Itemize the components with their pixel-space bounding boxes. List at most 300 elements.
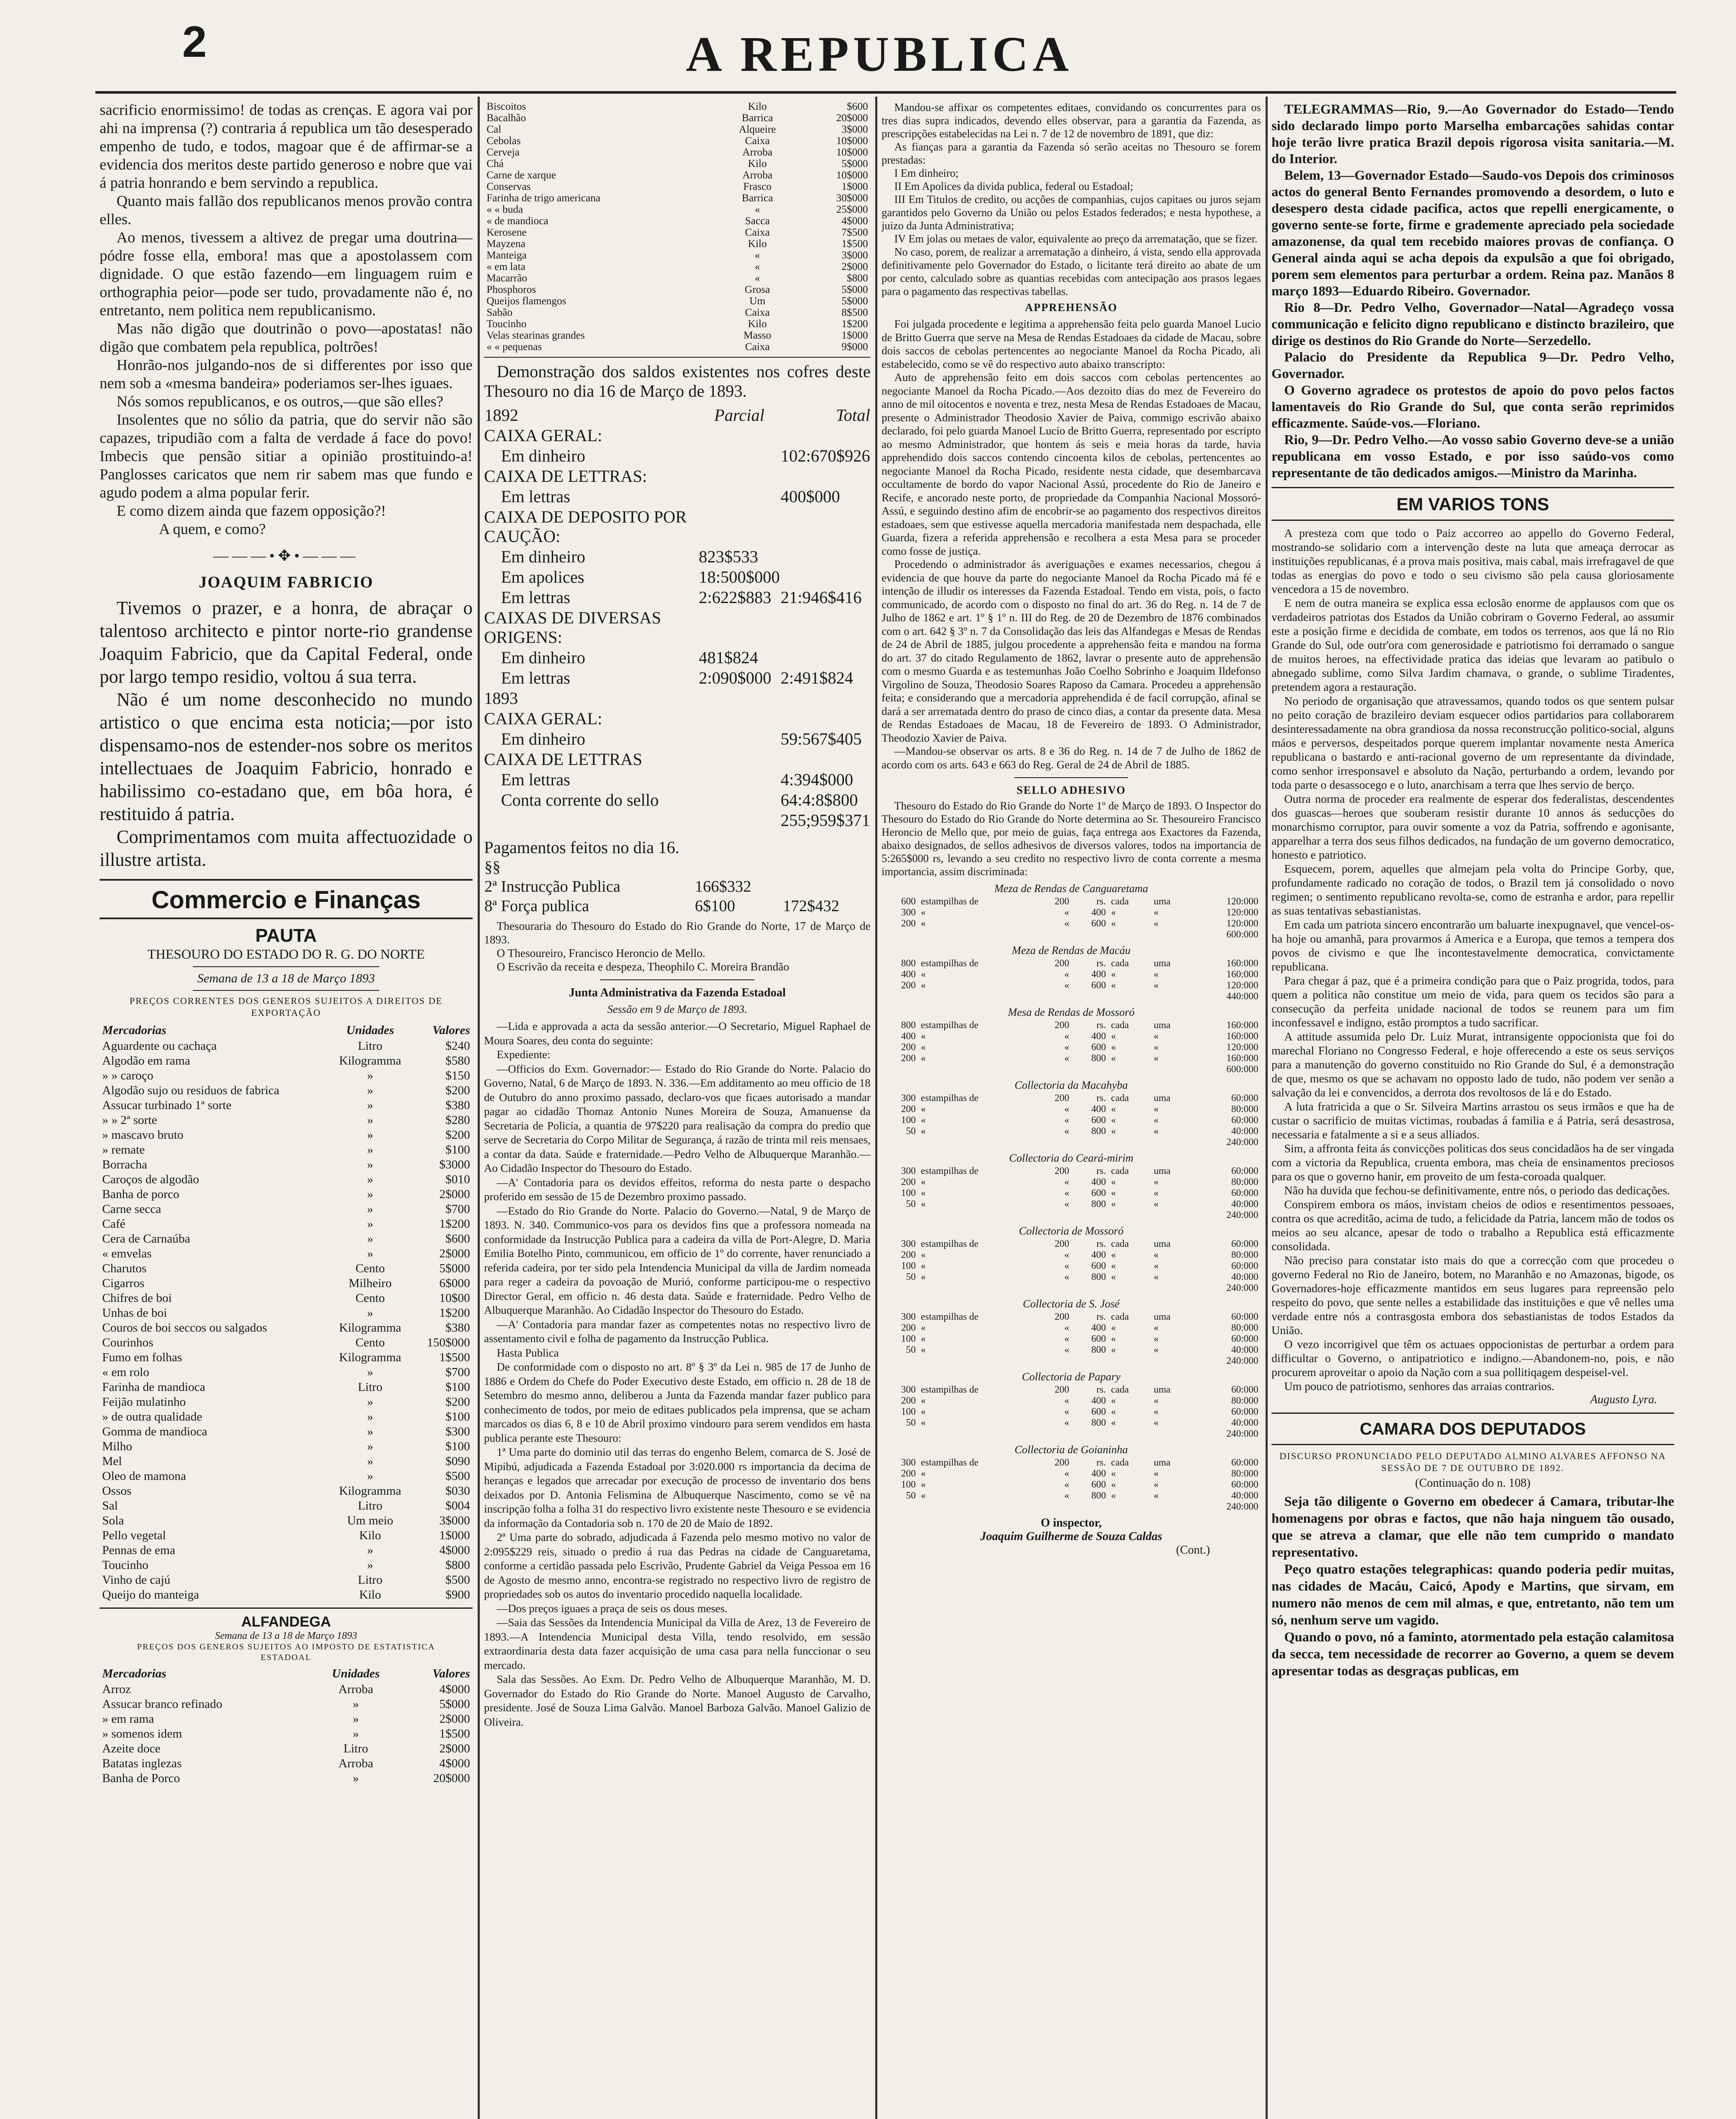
section-rule [1271,1444,1674,1445]
station-row-cell: uma [1154,958,1171,968]
station-row-cell: 80:000 [1231,1176,1258,1187]
station-row-cell [1151,1501,1192,1512]
commerce-section [100,886,473,1786]
station-row-cell: « [1064,1104,1069,1114]
pauta-row [100,1424,473,1439]
pauta-row-cell: Farinha de mandioca [102,1380,206,1394]
demo-row-cell: 2:090$000 [698,668,771,687]
pauta-row-cell: » [367,1158,373,1171]
station-row [882,1344,1261,1355]
station-row-cell: 240:000 [1226,1282,1258,1293]
goods-row-cell: Kilo [748,158,767,170]
pauta-row-cell: » [367,1410,373,1424]
station-row-cell: « [1064,1199,1069,1209]
alfandega-row-cell: » somenos idem [102,1727,182,1741]
pauta-row-cell: $800 [445,1558,470,1572]
demo-row [484,790,871,810]
demo-row-cell: 4:394$000 [780,770,853,789]
alfandega-row-cell: Arroba [338,1757,373,1770]
station-row-cell: estampilhas de [921,1020,979,1030]
station-row-cell: « [1154,1406,1159,1417]
station-row-cell: « [1111,1187,1116,1198]
payment-row-cell: §§ [484,858,501,876]
station-row [882,1176,1261,1187]
opening-para: Nós somos republicanos, e os outros,—que são elles? [117,393,443,410]
demo-row-cell: 102:670$926 [780,446,870,465]
station-row-cell: 100 [901,1406,916,1417]
station-row-cell [1072,1428,1109,1439]
station-row-cell: « [921,1199,926,1209]
varios-paragraph: Outra norma de proceder era realmente de esperar dos federalistas, descendentes dos guascas—heroes que souberam resistir durante 10 annos ás seducções do monarchismo corruptor, para ouvir somente a voz da Patria, soffrendo e agonisante, apparelhar a terra dos seus filhos dedicados, na fundação de um governo democratico, honesto e patriotico. [1271,792,1674,861]
demo-row-cell [780,567,871,587]
pauta-row-cell: Assucar turbinado 1ª sorte [102,1098,232,1112]
station-row-cell: 800 [901,1020,916,1030]
station-row-cell: rs. [1096,1238,1106,1249]
station-row-cell: estampilhas de [921,1093,979,1103]
pauta-row-cell: $580 [445,1054,470,1068]
section-rule [100,879,473,881]
pauta-row [100,1143,473,1157]
goods-row [484,112,871,124]
station-row-cell: « [1111,1406,1116,1417]
pauta-row-cell: » remate [102,1143,145,1157]
demo-row [484,688,871,709]
pauta-row-cell: Carne secca [102,1202,161,1216]
station-row-cell: « [1111,1479,1116,1490]
opening-para: Honrão-nos julgando-nos de si differentes por isso que nem sob a «mesma bandeira» poderiamos ser-lhes iguaes. [100,356,473,392]
payment-row-cell [782,877,871,896]
pauta-row-cell: Cento [355,1262,385,1275]
pauta-row [100,1068,473,1083]
alfandega-row-cell: » [353,1771,359,1785]
station-row-cell: « [1154,1042,1159,1052]
station-row-cell: « [921,1333,926,1344]
station-row-cell: « [1064,1490,1069,1501]
station-row-cell: « [921,1395,926,1406]
station-row-cell: « [921,1479,926,1490]
pauta-row-cell: 1$200 [439,1306,470,1320]
pauta-row-cell: Um meio [347,1514,393,1527]
station-row-cell: « [1064,1115,1069,1125]
goods-row [484,250,871,261]
demo-row-cell [698,608,780,648]
station-row-cell [918,1210,1035,1221]
pauta-row-cell: $150 [445,1069,470,1082]
station-row-cell: « [1154,1115,1159,1125]
opening-para: Ao menos, tivessem a altivez de pregar uma doutrina—pódre fosse ella, embora! mas que a apostolassem com dignidade. O que estão fazendo—em linguagem ruim e orthographia peior—pode ser tudo, provadamente não é, no entretanto, nem politica nem republicanismo. [100,229,473,319]
station-row-cell: 60:000 [1231,1238,1258,1249]
station-row-cell: 600 [1091,1187,1106,1198]
station-row-cell: 40:000 [1231,1490,1258,1501]
fabricio-para: Não é um nome desconhecido no mundo artistico o que encima esta noticia;—por isto dispensamo-nos de estender-nos sobre os meritos intellectuaes de Joaquim Fabricio, honrado e habilissimo co-estadano que, em bôa hora, é restituido á patria. [100,689,473,824]
pauta-row [100,1588,473,1602]
station-name: Mesa de Rendas de Mossoró [1008,1006,1135,1018]
pauta-row-cell: Caroços de algodão [102,1173,199,1186]
station-row-cell: 400 [1091,907,1106,918]
station-row [882,1468,1261,1479]
goods-row-cell: Frasco [743,181,772,192]
station-row-cell: 200 [1054,1020,1069,1030]
pauta-row-cell: » [367,1217,373,1231]
goods-row-cell: « [754,204,760,215]
station-row-cell [1072,1210,1109,1221]
fabricio-article [100,573,473,871]
apprehensao-paragraph: —Mandou-se observar os arts. 8 e 36 do Reg. n. 14 de 7 de Julho de 1862 de acordo com os arts. 643 e 663 do Reg. Geral de 24 de Abril de 1885. [882,745,1261,771]
station-row-cell: 60:000 [1231,1333,1258,1344]
column-header: Valores [432,1023,470,1037]
pauta-row [100,1350,473,1365]
pauta-row-cell: » [367,1069,373,1082]
station-row-cell [918,991,1035,1002]
station-row-cell: estampilhas de [921,1384,979,1395]
junta-paragraph: 1ª Uma parte do dominio util das terras do engenho Belem, comarca de S. José de Mipibú, adjudicada a Fazenda Estadoal por 3:020.000 rs importancia da decima de heranças e legados que arrecadar por execução de processo de inventario dos bens deixados por D. Antonia Felismina de Albuquerque Nascimento, como se vê na inscripção folha a folha 31 do respectivo livro existente neste Thesouro e se evidencia da informação da Contadoria sob n. 170 de 20 de Maio de 1892. [484,1446,871,1529]
pauta-row-cell: Kilogramma [339,1054,401,1068]
station-row-cell: uma [1154,1311,1171,1322]
thesoureiro: O Thesoureiro, Francisco Heroncio de Mello. [497,947,706,959]
pauta-row-cell: Chifres de boi [102,1291,172,1305]
pauta-row-cell: 5$000 [439,1262,470,1275]
station-row-cell: « [921,1468,926,1479]
station-row-cell: 60:000 [1231,1165,1258,1176]
pauta-row-cell: 4$000 [439,1543,470,1557]
station-row-cell: « [1154,1271,1159,1282]
pauta-row-cell: $700 [445,1202,470,1216]
station-row-cell: « [1111,1104,1116,1114]
station-row-cell: 200 [1054,1384,1069,1395]
alfandega-row [100,1771,473,1786]
pauta-row-cell: 1$500 [439,1351,470,1364]
goods-row [484,238,871,250]
station-row-cell: « [1154,1344,1159,1355]
pauta-row [100,1306,473,1321]
station-row [882,918,1261,929]
station-row-cell: uma [1154,1384,1171,1395]
goods-row [484,261,871,273]
station-row-cell: 100 [901,1333,916,1344]
station-row-cell: 200 [901,1053,916,1063]
station-table [882,1238,1261,1293]
station-row-cell [1072,1064,1109,1075]
goods-row [484,318,871,330]
pauta-row-cell: » [367,1306,373,1320]
goods-row-cell: Phosphoros [487,284,536,295]
pauta-row-cell: Gomma de mandioca [102,1425,208,1438]
station-row-cell [1108,1282,1151,1293]
station-row-cell: 300 [901,1384,916,1395]
station-block [882,882,1261,940]
payments-table [484,857,871,916]
station-row-cell: 100 [901,1187,916,1198]
station-row-cell [1035,1210,1072,1221]
goods-row [484,273,871,284]
station-row-cell: 50 [906,1344,916,1355]
station-row-cell: « [921,1490,926,1501]
station-row-cell: « [1111,1271,1116,1282]
payment-row-cell: 8ª Força publica [484,897,589,915]
station-row-cell: « [921,1126,926,1136]
station-row-cell: « [1111,1115,1116,1125]
station-row-cell: cada [1111,896,1129,907]
station-row-cell: rs. [1096,1020,1106,1030]
demo-row-cell [780,547,871,567]
station-row-cell: 40:000 [1231,1417,1258,1428]
prices-note: PREÇOS CORRENTES DOS GENEROS SUJEITOS A DIREITOS DE EXPORTAÇÃO [129,996,443,1018]
camara-body [1271,1493,1674,1679]
goods-row-cell: Masso [743,330,771,341]
station-row-cell: « [1111,1395,1116,1406]
station-row-cell: 60:000 [1231,1093,1258,1103]
pauta-row [100,1291,473,1306]
station-row-cell: 100 [901,1115,916,1125]
station-row-cell: 400 [1091,1249,1106,1260]
pauta-row-cell: Sal [102,1499,118,1513]
station-row-cell [882,929,918,940]
station-row-cell: « [1154,1260,1159,1271]
station-row-cell [918,1355,1035,1366]
station-row-cell: « [1064,1333,1069,1344]
station-row-cell: 60:000 [1231,1311,1258,1322]
demo-row-cell: 64:4:8$800 [780,790,858,809]
pauta-row-cell: 10$00 [439,1291,470,1305]
station-row-cell [1035,1355,1072,1366]
alfandega-row-cell: Assucar branco refinado [102,1697,223,1711]
station-row-cell: 120:000 [1226,918,1258,929]
station-row-cell: estampilhas de [921,1311,979,1322]
station-row-cell: « [1154,1333,1159,1344]
alfandega-row-cell: » em rama [102,1712,154,1726]
demo-row [484,446,871,466]
alfandega-row-cell: Litro [343,1742,368,1755]
station-row-cell: « [1064,1406,1069,1417]
station-row-cell: uma [1154,896,1171,907]
station-table [882,896,1261,940]
section-rule [100,1607,473,1609]
station-row-cell: « [1064,1395,1069,1406]
column-1 [100,101,473,1786]
goods-row-cell: 10$000 [836,147,868,158]
station-row-cell: « [1111,1199,1116,1209]
pauta-row [100,1098,473,1113]
station-row-cell: 440:000 [1226,991,1258,1001]
station-row-cell: « [921,1115,926,1125]
goods-row [484,192,871,204]
pauta-row [100,1410,473,1424]
demo-row-cell [698,790,780,810]
station-row-cell: « [1064,1271,1069,1282]
inspector-block [882,1516,1261,1557]
station-row-cell [1151,1355,1192,1366]
demo-row-cell: Conta corrente do sello [501,790,659,809]
thin-rule [193,966,379,967]
pauta-row-cell: » [367,1247,373,1260]
station-table [882,1165,1261,1221]
station-row-cell: « [921,1031,926,1041]
pauta-row-cell: Ossos [102,1484,132,1498]
demo-row [484,567,871,587]
telegrams [1271,101,1674,481]
goods-row-cell: 1$000 [841,181,868,192]
station-row-cell [1108,1064,1151,1075]
pauta-row-cell: » [367,1202,373,1216]
station-block [882,1371,1261,1439]
station-row-cell: « [1064,1322,1069,1333]
station-row-cell [1108,1501,1151,1512]
station-row-cell [882,1210,918,1221]
demo-row-cell: 21:946$416 [780,588,862,607]
demo-row-cell: Em dinheiro [501,648,585,667]
alfandega-row-cell: 2$000 [439,1712,470,1726]
section-rule [100,918,473,919]
station-row-cell: « [921,1053,926,1063]
pauta-row-cell: Sola [102,1514,124,1527]
station-row-cell: 50 [906,1271,916,1282]
pauta-row [100,1439,473,1454]
station-row-cell [1108,929,1151,940]
goods-row-cell: Carne de xarque [487,170,556,181]
goods-row-cell: « de mandioca [487,215,548,227]
telegram-paragraph: Palacio do Presidente da Republica 9—Dr. Pedro Velho, Governador. [1271,349,1674,381]
column-header: Mercadorias [102,1023,167,1037]
station-row-cell: « [1064,1176,1069,1187]
station-row-cell [918,1064,1035,1075]
opening-para: E como dizem ainda que fazem opposição?! [117,502,386,519]
station-row-cell: 400 [1091,969,1106,979]
varios-paragraph: E nem de outra maneira se explica essa eclosão enorme de applausos com que os verdadeiros patriotas dos Estados da União cobriram o Governo Federal, ao assumir este a posição firme e decidida de combate, em todos os terrenos, aos que lá no Rio Grande do Sul, ode outr'ora com generosidade e patriotismo foi derramado o sangue de muitos heroes, na effectividade pratica das ideias que levaram ao patibulo o abnegado sublime, como Silva Jardim chamava, o grande, o sublime Tiradentes, pretendem agora a restauração. [1271,596,1674,693]
station-row [882,958,1261,969]
pauta-row-cell: » [367,1454,373,1468]
telegram-paragraph: Rio, 9—Dr. Pedro Velho.—Ao vosso sabio Governo deve-se a união republicana em vosso Estado, e por isso saúdo-vos como representante de tão dedicados amigos.—Ministro da Marinha. [1271,432,1674,480]
station-row [882,1249,1261,1260]
hasta-paragraph: IV Em jolas ou metaes de valor, equivalente ao preço da arrematação, que se fizer. [894,233,1257,245]
demo-row [484,487,871,507]
pauta-row [100,1113,473,1128]
station-row-cell: « [921,1187,926,1198]
goods-row [484,341,871,353]
goods-row-cell: 9$000 [841,341,868,353]
demo-row-cell: CAIXA DE LETTRAS: [484,467,647,486]
ornament-divider: ———•✥•——— [213,547,359,564]
station-row-cell: 600 [1091,1260,1106,1271]
station-table [882,1311,1261,1366]
station-row [882,1031,1261,1042]
station-row-cell [1151,1428,1192,1439]
station-row-cell: 100 [901,1260,916,1271]
station-row-cell: 800 [1091,1417,1106,1428]
station-row [882,1115,1261,1126]
demo-row-cell: 481$824 [698,648,758,667]
station-row-cell: 50 [906,1490,916,1501]
goods-row [484,158,871,170]
station-row-cell: « [1064,1468,1069,1479]
demo-row-cell [780,648,871,668]
goods-row-cell: Conservas [487,181,531,192]
station-row-cell: 240:000 [1226,1428,1258,1439]
hasta-paragraph: I Em dinheiro; [894,167,959,179]
pauta-row-cell: Banha de porco [102,1187,179,1201]
station-row [882,1384,1261,1395]
goods-row-cell: Manteiga [487,250,527,261]
goods-row-cell: 2$000 [841,261,868,273]
station-row-cell: rs. [1096,1311,1106,1322]
station-row-cell: « [1111,1344,1116,1355]
pauta-row [100,1187,473,1202]
station-row-cell: 800 [1091,1053,1106,1063]
alfandega-row-cell: » [353,1712,359,1726]
station-block [882,1443,1261,1512]
goods-row-cell: 1$500 [841,238,868,250]
alfandega-row-cell: Banha de Porco [102,1771,180,1785]
station-row [882,1457,1261,1468]
pauta-row-cell: Vinho de cajú [102,1573,170,1587]
payment-row [484,857,871,877]
demo-col-partial: Parcial [714,406,765,425]
pauta-row [100,1054,473,1068]
station-row-cell: « [1064,1417,1069,1428]
pauta-row-cell: $700 [445,1365,470,1379]
pauta-row [100,1365,473,1380]
station-row-cell: cada [1111,1311,1129,1322]
demo-row [484,668,871,688]
pauta-row [100,1335,473,1350]
station-row-cell: uma [1154,1457,1171,1468]
pauta-row [100,1172,473,1187]
apprehensao-paragraph: Foi julgada procedente e legitima a apprehensão feita pelo guarda Manoel Lucio de Britto Guerra que serve na Mesa de Rendas Estadoaes da cidade de Macau, sobre dois saccos de cebolas pertencentes ao negociante Manoel da Rocha Picado, ali estabelecido, como se vê do respectivo auto abaixo transcripto: [882,317,1261,370]
station-row-cell: 200 [901,1395,916,1406]
station-row-cell: cada [1111,1457,1129,1468]
demo-row-cell: 2:491$824 [780,668,853,687]
station-name: Collectoria de S. José [1023,1298,1120,1310]
goods-row-cell: Kilo [748,101,767,112]
alfandega-row [100,1712,473,1727]
station-row-cell: « [1064,1249,1069,1260]
column-rule-1 [478,97,480,2119]
station-row-cell [1072,991,1109,1002]
station-row-cell: « [1154,918,1159,929]
station-row [882,1260,1261,1271]
pauta-row-cell: » [367,1558,373,1572]
goods-row-cell: Caixa [745,135,770,147]
demo-col-total: Total [836,406,870,425]
demo-row-cell [780,688,871,709]
goods-row-cell: Cebolas [487,135,521,147]
station-row-cell: 200 [1054,1165,1069,1176]
station-row-cell: 60:000 [1231,1260,1258,1271]
station-row [882,1406,1261,1417]
demo-year: 1892 [484,406,518,425]
station-row-cell: « [921,1104,926,1114]
demo-row [484,608,871,648]
station-row-cell: 240:000 [1226,1355,1258,1366]
goods-table [484,101,871,353]
pauta-row-cell: $500 [445,1573,470,1587]
station-row-cell: 200 [901,1322,916,1333]
station-row-cell: 200 [1054,1093,1069,1103]
column-2 [484,101,871,1729]
station-row-cell: « [1111,1468,1116,1479]
section-rule [1271,1413,1674,1414]
varios-paragraph: Esquecem, porem, aquelles que almejam pela volta do Principe Gorby, que, profundamente radicado no coração de todos, o Brazil tem já consolidado o novo regimen; o sentimento republicano revolta-se, como de estranha e ardor, para repellir as suas tentativas sebastianistas. [1271,862,1674,917]
station-row-cell: 120:000 [1226,907,1258,918]
station-row-cell: « [1154,1479,1159,1490]
station-row-cell: « [1154,1395,1159,1406]
junta-paragraph: —A' Contadoria para os devidos effeitos, reforma do nesta parte o despacho proferido em sessão de 15 de Dezembro proximo passado. [484,1176,871,1203]
alfandega-row-cell: » [353,1697,359,1711]
demo-row-cell [698,446,780,466]
pauta-subtitle: THESOURO DO ESTADO DO R. G. DO NORTE [147,946,425,962]
station-row-cell [1035,1282,1072,1293]
station-row [882,1064,1261,1075]
pauta-row [100,1083,473,1098]
